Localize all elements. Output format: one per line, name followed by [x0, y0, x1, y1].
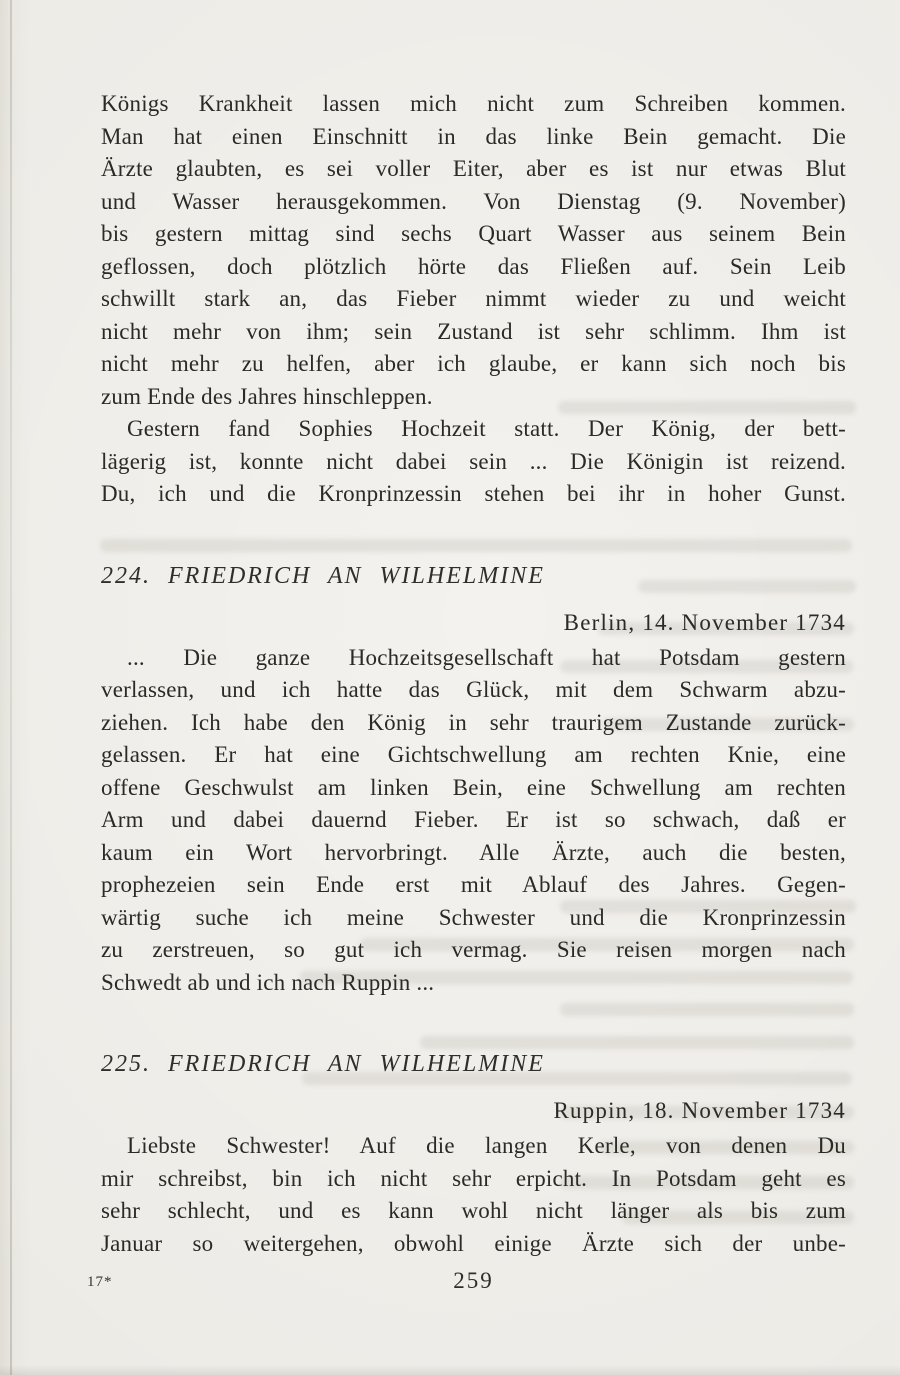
letter-heading: 224. FRIEDRICH AN WILHELMINE	[101, 562, 545, 589]
text-line: Arm und dabei dauernd Fieber. Er ist so schwach, daß er	[101, 807, 846, 832]
page-number: 259	[453, 1268, 494, 1293]
page-footer	[87, 1268, 846, 1298]
text-line: ... Die ganze Hochzeitsgesellschaft hat Potsdam gestern	[127, 644, 846, 670]
signature-mark: 17*	[87, 1274, 113, 1290]
text-line: nicht mehr zu helfen, aber ich glaube, er kann sich noch bis	[101, 351, 846, 376]
text-line: bis gestern mittag sind sechs Quart Wasser aus seinem Bein	[101, 221, 846, 246]
letter-dateline: Ruppin, 18. November 1734	[553, 1098, 846, 1123]
text-line: Du, ich und die Kronprinzessin stehen bei ihr in hoher Gunst.	[101, 481, 846, 506]
paragraph	[101, 88, 846, 413]
paragraph	[101, 642, 846, 1000]
text-line: geflossen, doch plötzlich hörte das Fließen auf. Sein Leib	[101, 253, 846, 279]
page-edge-shadow	[10, 0, 12, 1375]
text-line: verlassen, und ich hatte das Glück, mit dem Schwarm abzu-	[101, 677, 846, 702]
text-line: Januar so weitergehen, obwohl einige Ärzte sich der unbe-	[101, 1230, 846, 1256]
text-line: Man hat einen Einschnitt in das linke Bein gemacht. Die	[101, 123, 846, 149]
text-line: offene Geschwulst am linken Bein, eine Schwellung am rechten	[101, 774, 846, 800]
text-line: Ärzte glaubten, es sei voller Eiter, aber es ist nur etwas Blut	[101, 156, 846, 181]
text-line: gelassen. Er hat eine Gichtschwellung am rechten Knie, eine	[101, 742, 846, 767]
text-line: sehr schlecht, und es kann wohl nicht länger als bis zum	[101, 1198, 846, 1223]
text-line: schwillt stark an, das Fieber nimmt wieder zu und weicht	[101, 286, 846, 311]
paragraph	[101, 413, 846, 511]
text-line: Gestern fand Sophies Hochzeit statt. Der König, der bett-	[127, 416, 846, 441]
paragraph	[101, 1130, 846, 1260]
text-line: und Wasser herausgekommen. Von Dienstag (9. November)	[101, 188, 846, 214]
text-line: lägerig ist, konnte nicht dabei sein ... Die Königin ist reizend.	[101, 448, 846, 474]
text-line: ziehen. Ich habe den König in sehr traurigem Zustande zurück-	[101, 709, 846, 735]
text-line: kaum ein Wort hervorbringt. Alle Ärzte, auch die besten,	[101, 839, 846, 865]
text-line: mir schreibst, bin ich nicht sehr erpicht. In Potsdam geht es	[101, 1165, 846, 1191]
text-line: Königs Krankheit lassen mich nicht zum Schreiben kommen.	[101, 91, 846, 116]
text-line: prophezeien sein Ende erst mit Ablauf des Jahres. Gegen-	[101, 872, 846, 897]
text-line: wärtig suche ich meine Schwester und die Kronprinzessin	[101, 904, 846, 930]
page-bottom-shadow	[0, 1365, 900, 1375]
text-line: Schwedt ab und ich nach Ruppin ...	[101, 969, 435, 995]
text-column	[101, 88, 846, 1260]
text-line: nicht mehr von ihm; sein Zustand ist sehr schlimm. Ihm ist	[101, 318, 846, 344]
text-line: zu zerstreuen, so gut ich vermag. Sie reisen morgen nach	[101, 937, 846, 962]
text-line: zum Ende des Jahres hinschleppen.	[101, 383, 433, 409]
text-line: Liebste Schwester! Auf die langen Kerle, von denen Du	[127, 1133, 846, 1158]
letter-dateline: Berlin, 14. November 1734	[563, 609, 846, 635]
letter-heading: 225. FRIEDRICH AN WILHELMINE	[101, 1051, 545, 1077]
